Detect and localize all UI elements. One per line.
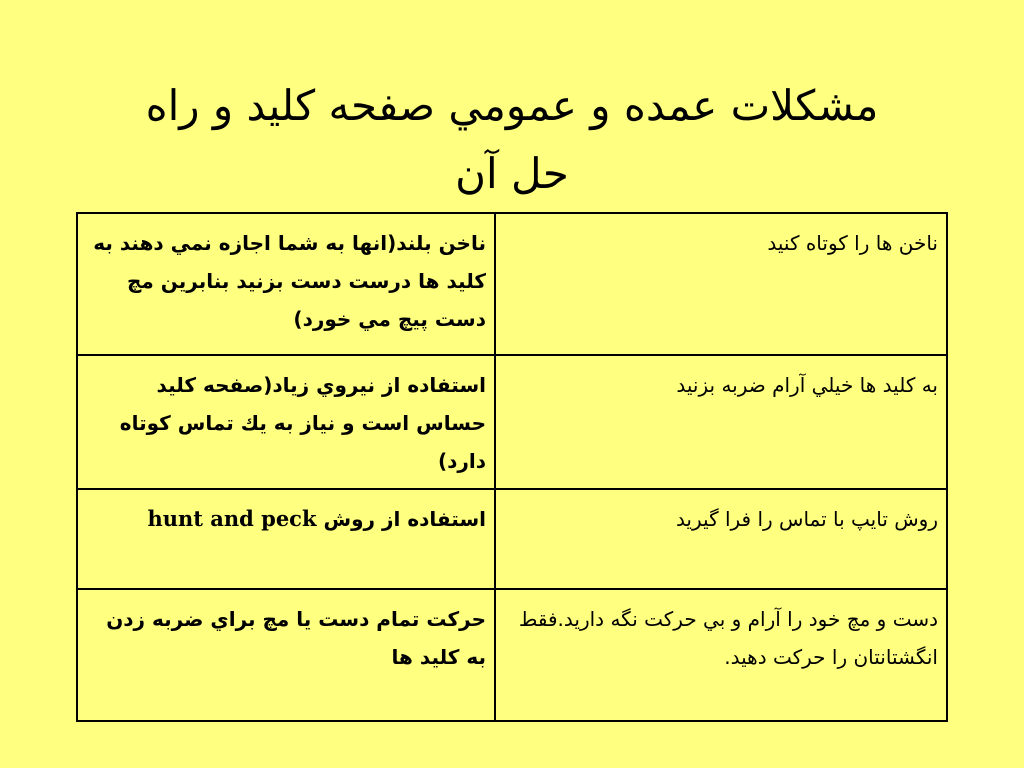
table-row: [77, 213, 947, 355]
solution-cell: دست و مچ خود را آرام و بي حركت نگه داريد.فقط انگشتانتان را حركت دهيد.: [495, 589, 947, 721]
table-row: [77, 355, 947, 489]
solution-cell: به كليد ها خيلي آرام ضربه بزنيد: [495, 355, 947, 489]
table-row: [77, 489, 947, 589]
slide-title-line-1: مشكلات عمده و عمومي صفحه كليد و راه: [145, 81, 879, 130]
problem-cell: حركت تمام دست يا مچ براي ضربه زدن به كليد ها: [77, 589, 495, 721]
problem-latin-term: hunt and peck: [147, 506, 317, 531]
slide-title: [60, 72, 964, 208]
problem-cell: [77, 489, 495, 589]
problems-solutions-table: [76, 212, 948, 722]
solution-cell: روش تايپ با تماس را فرا گيريد: [495, 489, 947, 589]
problem-cell: ناخن بلند(انها به شما اجازه نمي دهند به كليد ها درست دست بزنيد بنابرين مچ دست پيچ مي خورد): [77, 213, 495, 355]
table-row: [77, 589, 947, 721]
slide-title-line-2: حل آن: [455, 149, 569, 198]
problem-cell: استفاده از نيروي زياد(صفحه كليد حساس است و نياز به يك تماس كوتاه دارد): [77, 355, 495, 489]
problem-text: استفاده از روش: [316, 507, 486, 531]
solution-cell: ناخن ها را كوتاه كنيد: [495, 213, 947, 355]
